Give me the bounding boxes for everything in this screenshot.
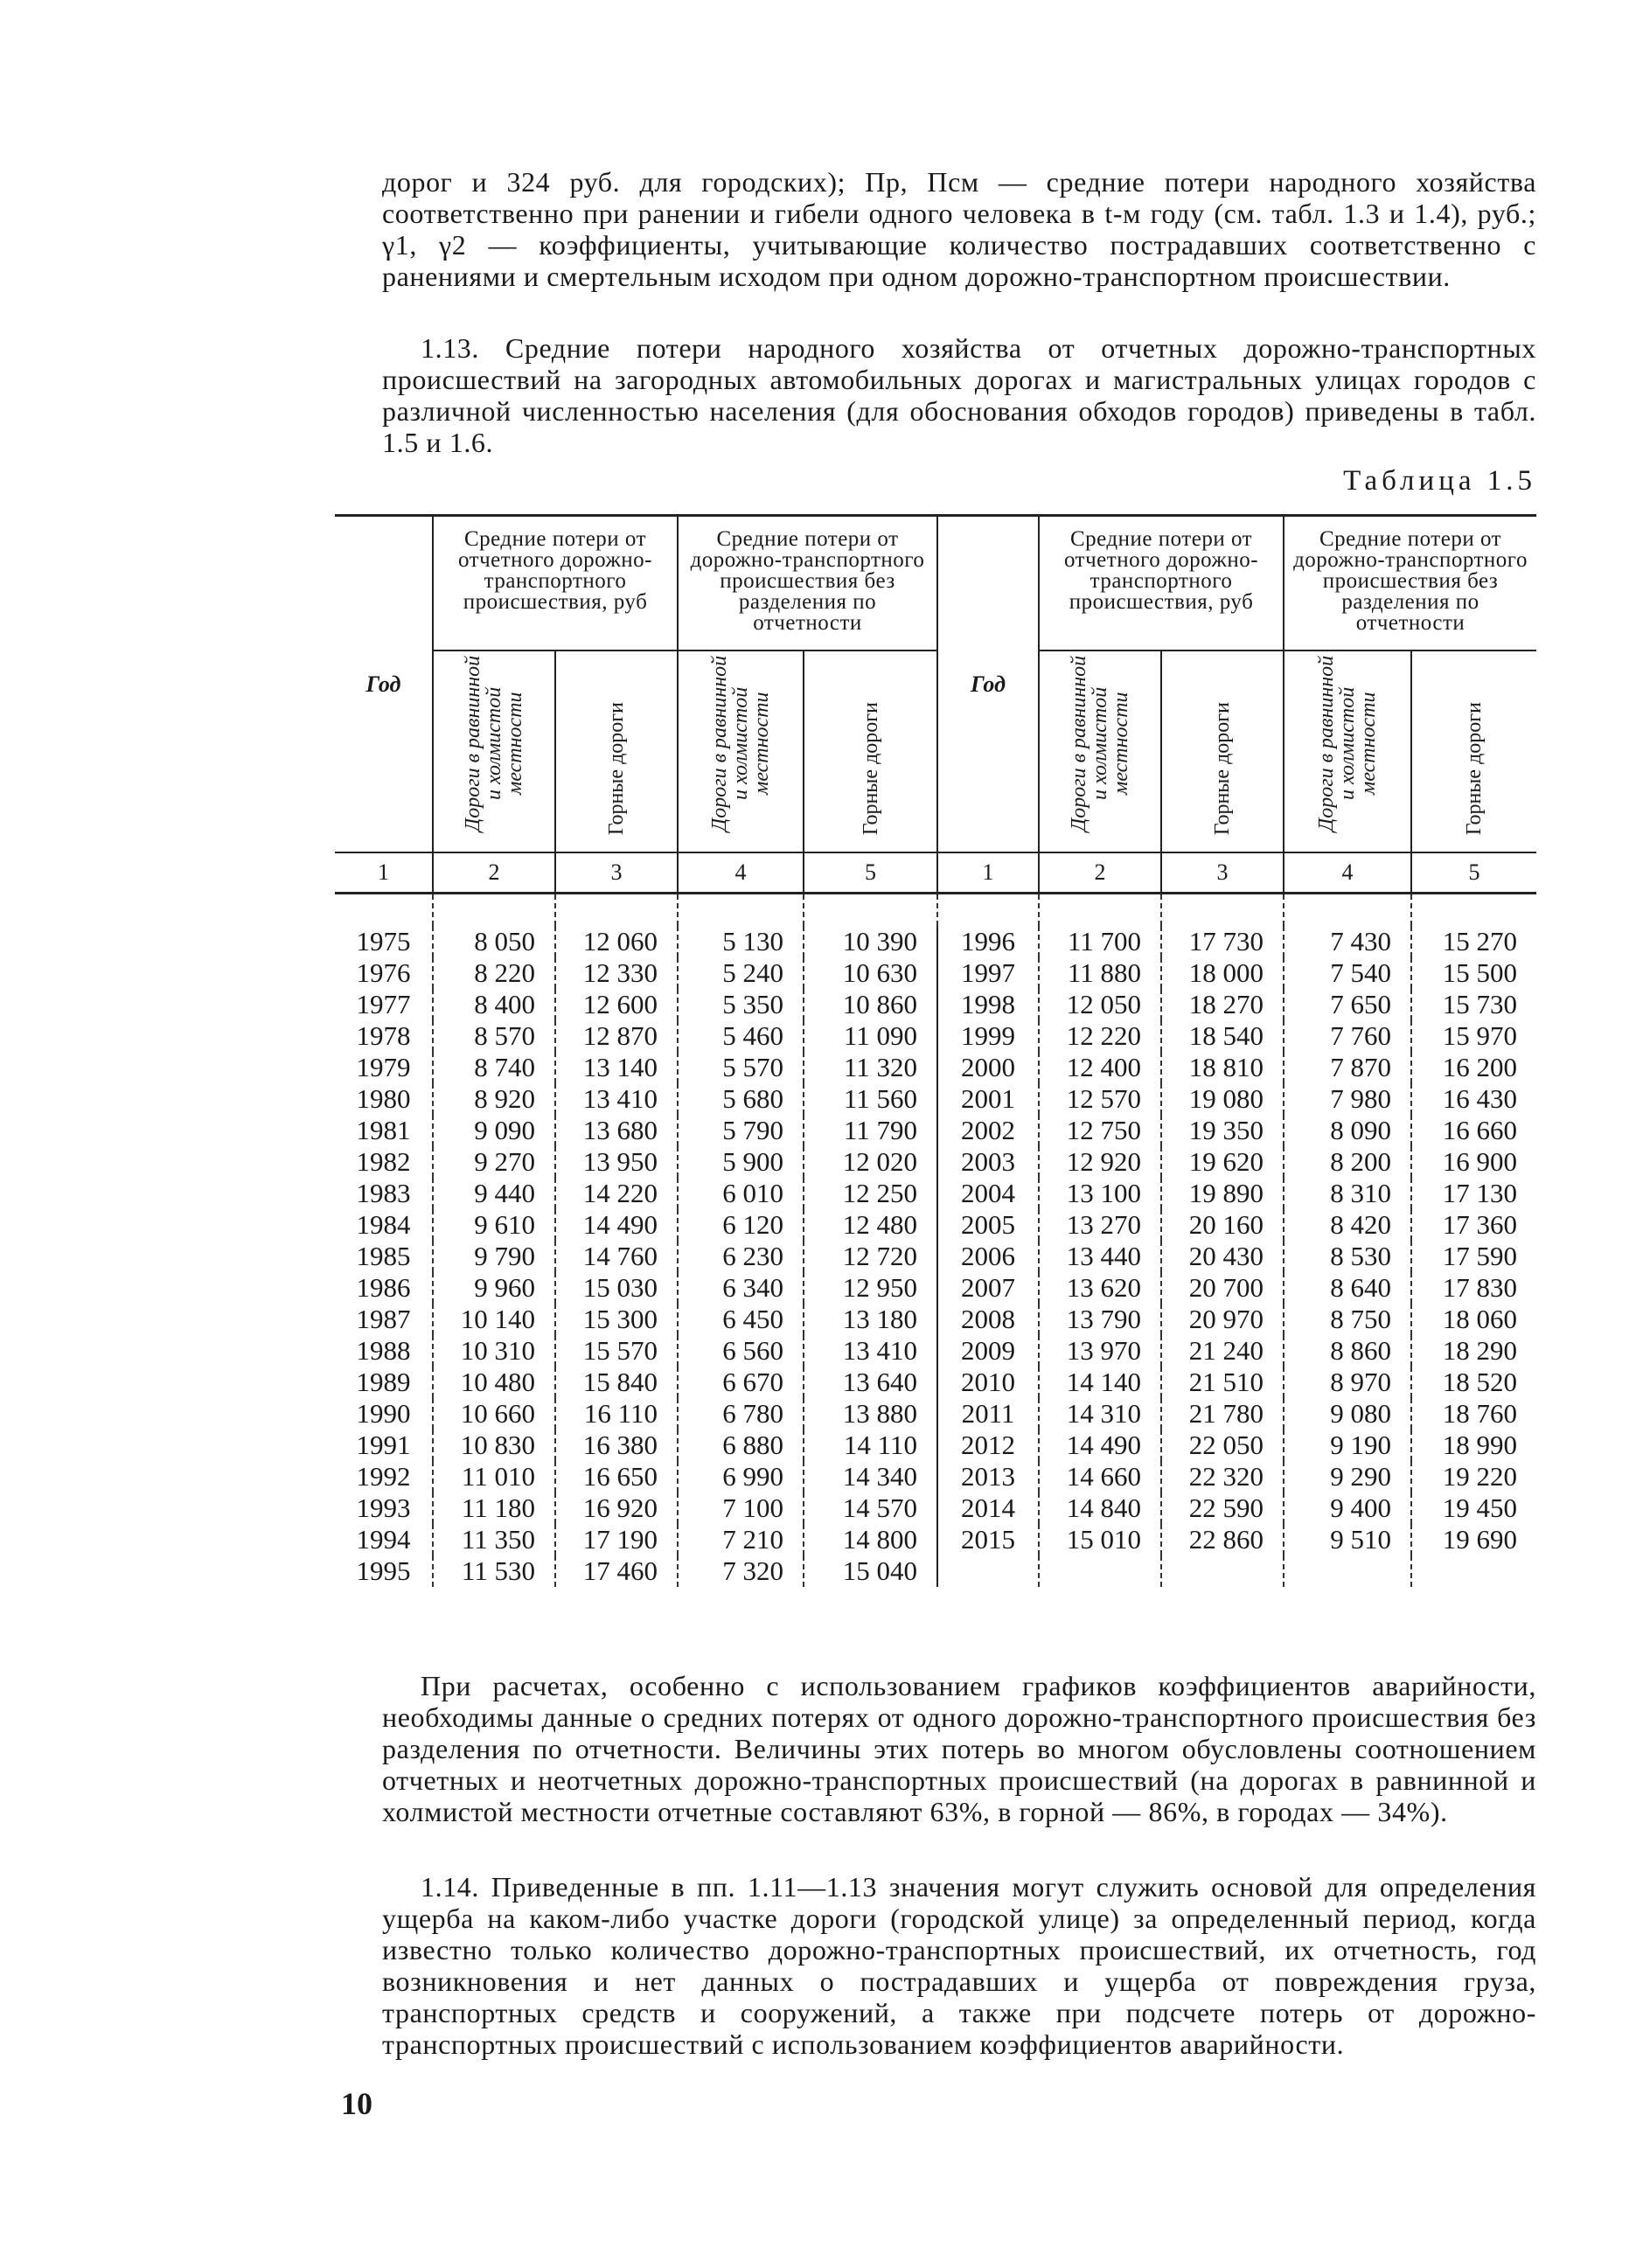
value-cell: 6 340: [678, 1272, 804, 1304]
value-cell: 6 120: [678, 1209, 804, 1241]
value-cell: 20 430: [1161, 1241, 1284, 1272]
value-cell: 16 650: [555, 1461, 678, 1492]
year-cell: 1986: [356, 1272, 411, 1303]
year-cell: 1980: [356, 1083, 411, 1114]
value-cell: 14 660: [1039, 1461, 1161, 1492]
value-cell: 5 790: [678, 1115, 804, 1146]
year-cell: 2006: [937, 1241, 1039, 1272]
value-cell: 13 410: [804, 1335, 937, 1367]
value-cell: 17 830: [1411, 1272, 1536, 1304]
value-cell: 7 100: [678, 1492, 804, 1524]
table-row: [335, 1241, 1536, 1272]
subheader-plain-roads: Дороги в равнинной и холмистой местности: [1284, 650, 1411, 852]
value-cell: 9 080: [1284, 1398, 1411, 1430]
column-number: 3: [1161, 852, 1284, 894]
column-number: 5: [1411, 852, 1536, 894]
value-cell: 10 860: [804, 989, 937, 1020]
year-cell: 1985: [356, 1241, 411, 1271]
year-cell: 1981: [356, 1115, 411, 1145]
year-cell: 2012: [937, 1430, 1039, 1461]
value-cell: 12 020: [804, 1146, 937, 1178]
value-cell: 20 160: [1161, 1209, 1284, 1241]
value-cell: 15 300: [555, 1304, 678, 1335]
year-cell: 2003: [937, 1146, 1039, 1178]
value-cell: 6 880: [678, 1430, 804, 1461]
value-cell: 9 400: [1284, 1492, 1411, 1524]
year-cell: 2007: [937, 1272, 1039, 1304]
year-cell: 2008: [937, 1304, 1039, 1335]
value-cell: 18 290: [1411, 1335, 1536, 1367]
value-cell: 5 240: [678, 957, 804, 989]
year-cell: 1978: [356, 1020, 411, 1051]
column-number: 4: [1284, 852, 1411, 894]
value-cell: 7 540: [1284, 957, 1411, 989]
value-cell: 7 760: [1284, 1020, 1411, 1052]
value-cell: 8 200: [1284, 1146, 1411, 1178]
value-cell: 15 040: [804, 1555, 937, 1587]
value-cell: 6 010: [678, 1178, 804, 1209]
value-cell: 5 900: [678, 1146, 804, 1178]
column-numbers-row: [335, 852, 1536, 894]
year-cell: 1989: [356, 1367, 411, 1397]
value-cell: 5 680: [678, 1083, 804, 1115]
value-cell: 14 310: [1039, 1398, 1161, 1430]
year-cell: 2005: [937, 1209, 1039, 1241]
value-cell: 7 870: [1284, 1052, 1411, 1083]
value-cell: 6 990: [678, 1461, 804, 1492]
paragraph-1-14: 1.14. Приведенные в пп. 1.11—1.13 значения могут служить основой для определения ущерба на каком-либо участке дороги (городской улице) за определенный период, когда известно только количество дорожно-транспортных происшествий, их отчетность, год возникновения и нет данных о пострадавших и ущерба от повреждения груза, транспортных средств и сооружений, а также при подсчете потерь от дорожно-транспортных происшествий с использованием коэффициентов аварийности.: [382, 1871, 1536, 2060]
value-cell: 6 230: [678, 1241, 804, 1272]
year-cell: 2010: [937, 1367, 1039, 1398]
value-cell: 8 970: [1284, 1367, 1411, 1398]
value-cell: 18 520: [1411, 1367, 1536, 1398]
value-cell: 6 670: [678, 1367, 804, 1398]
value-cell: 9 510: [1284, 1524, 1411, 1555]
value-cell: 5 570: [678, 1052, 804, 1083]
column-number: 2: [433, 852, 555, 894]
value-cell: 7 650: [1284, 989, 1411, 1020]
table-row: [335, 1304, 1536, 1335]
group-header-reported: Средние потери от отчетного дорожно-транспортного происшествия, руб: [433, 516, 678, 651]
value-cell: 8 090: [1284, 1115, 1411, 1146]
group-header-reported: Средние потери от отчетного дорожно-транспортного происшествия, руб: [1039, 516, 1284, 651]
value-cell: 18 540: [1161, 1020, 1284, 1052]
value-cell: 10 660: [433, 1398, 555, 1430]
value-cell: 14 340: [804, 1461, 937, 1492]
value-cell: 21 510: [1161, 1367, 1284, 1398]
value-cell: 8 050: [433, 926, 555, 957]
year-cell: 1983: [356, 1178, 411, 1208]
column-number: 4: [678, 852, 804, 894]
table-row: [335, 1209, 1536, 1241]
value-cell: 10 390: [804, 926, 937, 957]
value-cell: 7 980: [1284, 1083, 1411, 1115]
value-cell: 18 270: [1161, 989, 1284, 1020]
value-cell: 12 920: [1039, 1146, 1161, 1178]
value-cell: 9 090: [433, 1115, 555, 1146]
value-cell: 19 690: [1411, 1524, 1536, 1555]
value-cell: 17 360: [1411, 1209, 1536, 1241]
value-cell: 13 680: [555, 1115, 678, 1146]
subheader-mountain-roads: Горные дороги: [1161, 650, 1284, 852]
value-cell: [1284, 1555, 1411, 1587]
value-cell: 21 240: [1161, 1335, 1284, 1367]
value-cell: 9 270: [433, 1146, 555, 1178]
year-cell: 1979: [356, 1052, 411, 1082]
year-cell: 1998: [937, 989, 1039, 1020]
value-cell: 12 480: [804, 1209, 937, 1241]
value-cell: 8 220: [433, 957, 555, 989]
table-row: [335, 989, 1536, 1020]
year-cell: 1994: [356, 1524, 411, 1555]
value-cell: 11 700: [1039, 926, 1161, 957]
column-number: 2: [1039, 852, 1161, 894]
value-cell: 11 180: [433, 1492, 555, 1524]
value-cell: 13 410: [555, 1083, 678, 1115]
value-cell: 17 130: [1411, 1178, 1536, 1209]
value-cell: 20 700: [1161, 1272, 1284, 1304]
column-number: 5: [804, 852, 937, 894]
table-row: [335, 1524, 1536, 1555]
table-row: [335, 1146, 1536, 1178]
losses-table: [335, 514, 1536, 1587]
value-cell: 11 560: [804, 1083, 937, 1115]
value-cell: 5 350: [678, 989, 804, 1020]
value-cell: 19 890: [1161, 1178, 1284, 1209]
value-cell: 12 750: [1039, 1115, 1161, 1146]
column-number: 1: [335, 852, 433, 894]
value-cell: 19 080: [1161, 1083, 1284, 1115]
value-cell: 11 320: [804, 1052, 937, 1083]
value-cell: 9 960: [433, 1272, 555, 1304]
value-cell: 8 640: [1284, 1272, 1411, 1304]
value-cell: 17 460: [555, 1555, 678, 1587]
value-cell: 8 920: [433, 1083, 555, 1115]
table-row: [335, 1335, 1536, 1367]
value-cell: 14 840: [1039, 1492, 1161, 1524]
value-cell: 12 060: [555, 926, 678, 957]
value-cell: 5 130: [678, 926, 804, 957]
year-cell: 1991: [356, 1430, 411, 1460]
year-cell: 1997: [937, 957, 1039, 989]
value-cell: 6 780: [678, 1398, 804, 1430]
year-cell: 1993: [356, 1492, 411, 1523]
table-row: [335, 957, 1536, 989]
subheader-plain-roads: Дороги в равнинной и холмистой местности: [433, 650, 555, 852]
year-header: Год: [365, 671, 401, 697]
year-cell: 1977: [356, 989, 411, 1019]
value-cell: 12 330: [555, 957, 678, 989]
value-cell: 13 640: [804, 1367, 937, 1398]
value-cell: 10 140: [433, 1304, 555, 1335]
value-cell: 13 620: [1039, 1272, 1161, 1304]
value-cell: 10 310: [433, 1335, 555, 1367]
value-cell: 14 570: [804, 1492, 937, 1524]
value-cell: 11 790: [804, 1115, 937, 1146]
value-cell: 17 190: [555, 1524, 678, 1555]
value-cell: 9 790: [433, 1241, 555, 1272]
value-cell: 15 270: [1411, 926, 1536, 957]
table-row: [335, 1367, 1536, 1398]
value-cell: 13 790: [1039, 1304, 1161, 1335]
value-cell: [1411, 1555, 1536, 1587]
value-cell: 16 110: [555, 1398, 678, 1430]
value-cell: 11 010: [433, 1461, 555, 1492]
table-row: [335, 1272, 1536, 1304]
value-cell: 13 140: [555, 1052, 678, 1083]
page-number: 10: [341, 2086, 372, 2121]
value-cell: 16 920: [555, 1492, 678, 1524]
year-cell: [937, 1555, 1039, 1587]
value-cell: 13 440: [1039, 1241, 1161, 1272]
year-cell: 1987: [356, 1304, 411, 1334]
year-cell: 1990: [356, 1398, 411, 1429]
year-cell: 2014: [937, 1492, 1039, 1524]
value-cell: 10 480: [433, 1367, 555, 1398]
year-cell: 2015: [937, 1524, 1039, 1555]
year-cell: 1984: [356, 1209, 411, 1240]
value-cell: 12 250: [804, 1178, 937, 1209]
value-cell: 11 880: [1039, 957, 1161, 989]
value-cell: 20 970: [1161, 1304, 1284, 1335]
group-header-all: Средние потери от дорожно-транспортного происшествия без разделения по отчетности: [1284, 516, 1536, 651]
value-cell: 9 290: [1284, 1461, 1411, 1492]
year-cell: 1982: [356, 1146, 411, 1177]
value-cell: 11 530: [433, 1555, 555, 1587]
value-cell: 8 750: [1284, 1304, 1411, 1335]
value-cell: 16 660: [1411, 1115, 1536, 1146]
value-cell: 14 490: [1039, 1430, 1161, 1461]
value-cell: 14 220: [555, 1178, 678, 1209]
value-cell: 15 570: [555, 1335, 678, 1367]
value-cell: 6 450: [678, 1304, 804, 1335]
value-cell: 8 570: [433, 1020, 555, 1052]
year-cell: 2011: [937, 1398, 1039, 1430]
value-cell: 8 420: [1284, 1209, 1411, 1241]
value-cell: 19 220: [1411, 1461, 1536, 1492]
year-cell: 2000: [937, 1052, 1039, 1083]
table-row: [335, 1555, 1536, 1587]
value-cell: 12 570: [1039, 1083, 1161, 1115]
value-cell: 14 800: [804, 1524, 937, 1555]
value-cell: 10 630: [804, 957, 937, 989]
value-cell: 18 810: [1161, 1052, 1284, 1083]
value-cell: 14 490: [555, 1209, 678, 1241]
value-cell: 13 880: [804, 1398, 937, 1430]
value-cell: [1039, 1555, 1161, 1587]
year-cell: 1999: [937, 1020, 1039, 1052]
value-cell: 12 720: [804, 1241, 937, 1272]
year-cell: 1988: [356, 1335, 411, 1366]
value-cell: 18 760: [1411, 1398, 1536, 1430]
value-cell: 7 430: [1284, 926, 1411, 957]
value-cell: 12 600: [555, 989, 678, 1020]
value-cell: 22 050: [1161, 1430, 1284, 1461]
value-cell: 12 870: [555, 1020, 678, 1052]
paragraph-calculations: При расчетах, особенно с использованием графиков коэффициентов аварийности, необходимы данные о средних потерях от одного дорожно-транспортного происшествия без разделения по отчетности. Величины этих потерь во многом обусловлены соотношением отчетных и неотчетных дорожно-транспортных происшествий (на дорогах в равнинной и холмистой местности отчетные составляют 63%, в горной — 86%, в городах — 34%).: [382, 1670, 1536, 1827]
table-row: [335, 1115, 1536, 1146]
value-cell: 13 180: [804, 1304, 937, 1335]
subheader-plain-roads: Дороги в равнинной и холмистой местности: [1039, 650, 1161, 852]
year-cell: 1992: [356, 1461, 411, 1492]
year-cell: 2004: [937, 1178, 1039, 1209]
year-cell: 2001: [937, 1083, 1039, 1115]
paragraph-1-13: 1.13. Средние потери народного хозяйства от отчетных дорожно-транспортных происшествий на загородных автомобильных дорогах и магистральных улицах городов с различной численностью населения (для обоснования обходов городов) приведены в табл. 1.5 и 1.6.: [382, 332, 1536, 458]
value-cell: 9 610: [433, 1209, 555, 1241]
value-cell: 14 110: [804, 1430, 937, 1461]
table-row: [335, 926, 1536, 957]
value-cell: 8 740: [433, 1052, 555, 1083]
year-cell: 1995: [356, 1555, 411, 1586]
value-cell: 15 500: [1411, 957, 1536, 989]
year-header: Год: [937, 516, 1039, 853]
value-cell: 14 140: [1039, 1367, 1161, 1398]
value-cell: 12 400: [1039, 1052, 1161, 1083]
value-cell: 19 350: [1161, 1115, 1284, 1146]
value-cell: 17 590: [1411, 1241, 1536, 1272]
value-cell: 11 090: [804, 1020, 937, 1052]
value-cell: 12 220: [1039, 1020, 1161, 1052]
value-cell: 18 060: [1411, 1304, 1536, 1335]
value-cell: 12 050: [1039, 989, 1161, 1020]
table-row: [335, 1492, 1536, 1524]
value-cell: 16 430: [1411, 1083, 1536, 1115]
group-header-all: Средние потери от дорожно-транспортного происшествия без разделения по отчетности: [678, 516, 937, 651]
year-cell: 1975: [356, 926, 411, 957]
value-cell: 19 620: [1161, 1146, 1284, 1178]
value-cell: 15 970: [1411, 1020, 1536, 1052]
value-cell: 16 200: [1411, 1052, 1536, 1083]
value-cell: 21 780: [1161, 1398, 1284, 1430]
value-cell: 13 970: [1039, 1335, 1161, 1367]
value-cell: 22 320: [1161, 1461, 1284, 1492]
table-caption: Таблица 1.5: [1343, 465, 1536, 497]
value-cell: 9 190: [1284, 1430, 1411, 1461]
value-cell: 18 000: [1161, 957, 1284, 989]
value-cell: 15 840: [555, 1367, 678, 1398]
year-cell: 2013: [937, 1461, 1039, 1492]
value-cell: 16 380: [555, 1430, 678, 1461]
value-cell: 5 460: [678, 1020, 804, 1052]
value-cell: 22 590: [1161, 1492, 1284, 1524]
value-cell: 8 400: [433, 989, 555, 1020]
year-cell: 2009: [937, 1335, 1039, 1367]
value-cell: 11 350: [433, 1524, 555, 1555]
value-cell: 13 950: [555, 1146, 678, 1178]
table-row: [335, 1052, 1536, 1083]
value-cell: 15 030: [555, 1272, 678, 1304]
value-cell: 15 730: [1411, 989, 1536, 1020]
value-cell: [1161, 1555, 1284, 1587]
value-cell: 13 100: [1039, 1178, 1161, 1209]
value-cell: 16 900: [1411, 1146, 1536, 1178]
value-cell: 10 830: [433, 1430, 555, 1461]
table-row: [335, 1178, 1536, 1209]
value-cell: 17 730: [1161, 926, 1284, 957]
value-cell: 8 530: [1284, 1241, 1411, 1272]
value-cell: 6 560: [678, 1335, 804, 1367]
value-cell: 9 440: [433, 1178, 555, 1209]
value-cell: 8 310: [1284, 1178, 1411, 1209]
subheader-mountain-roads: Горные дороги: [1411, 650, 1536, 852]
table-row: [335, 1430, 1536, 1461]
table-row: [335, 1398, 1536, 1430]
value-cell: 13 270: [1039, 1209, 1161, 1241]
value-cell: 14 760: [555, 1241, 678, 1272]
year-cell: 2002: [937, 1115, 1039, 1146]
subheader-mountain-roads: Горные дороги: [555, 650, 678, 852]
value-cell: 15 010: [1039, 1524, 1161, 1555]
subheader-plain-roads: Дороги в равнинной и холмистой местности: [678, 650, 804, 852]
subheader-mountain-roads: Горные дороги: [804, 650, 937, 852]
value-cell: 8 860: [1284, 1335, 1411, 1367]
value-cell: 19 450: [1411, 1492, 1536, 1524]
table-row: [335, 1461, 1536, 1492]
value-cell: 7 320: [678, 1555, 804, 1587]
year-cell: 1996: [937, 926, 1039, 957]
value-cell: 18 990: [1411, 1430, 1536, 1461]
table-row: [335, 1020, 1536, 1052]
value-cell: 22 860: [1161, 1524, 1284, 1555]
value-cell: 7 210: [678, 1524, 804, 1555]
table-row: [335, 1083, 1536, 1115]
column-number: 1: [937, 852, 1039, 894]
paragraph-formula-legend: дорог и 324 руб. для городских); Пр, Псм — средние потери народного хозяйства соответственно при ранении и гибели одного человека в t-м году (см. табл. 1.3 и 1.4), руб.; γ1, γ2 — коэффициенты, учитывающие количество пострадавших соответственно с ранениями и смертельным исходом при одном дорожно-транспортном происшествии.: [382, 166, 1536, 292]
year-cell: 1976: [356, 957, 411, 988]
value-cell: 12 950: [804, 1272, 937, 1304]
column-number: 3: [555, 852, 678, 894]
